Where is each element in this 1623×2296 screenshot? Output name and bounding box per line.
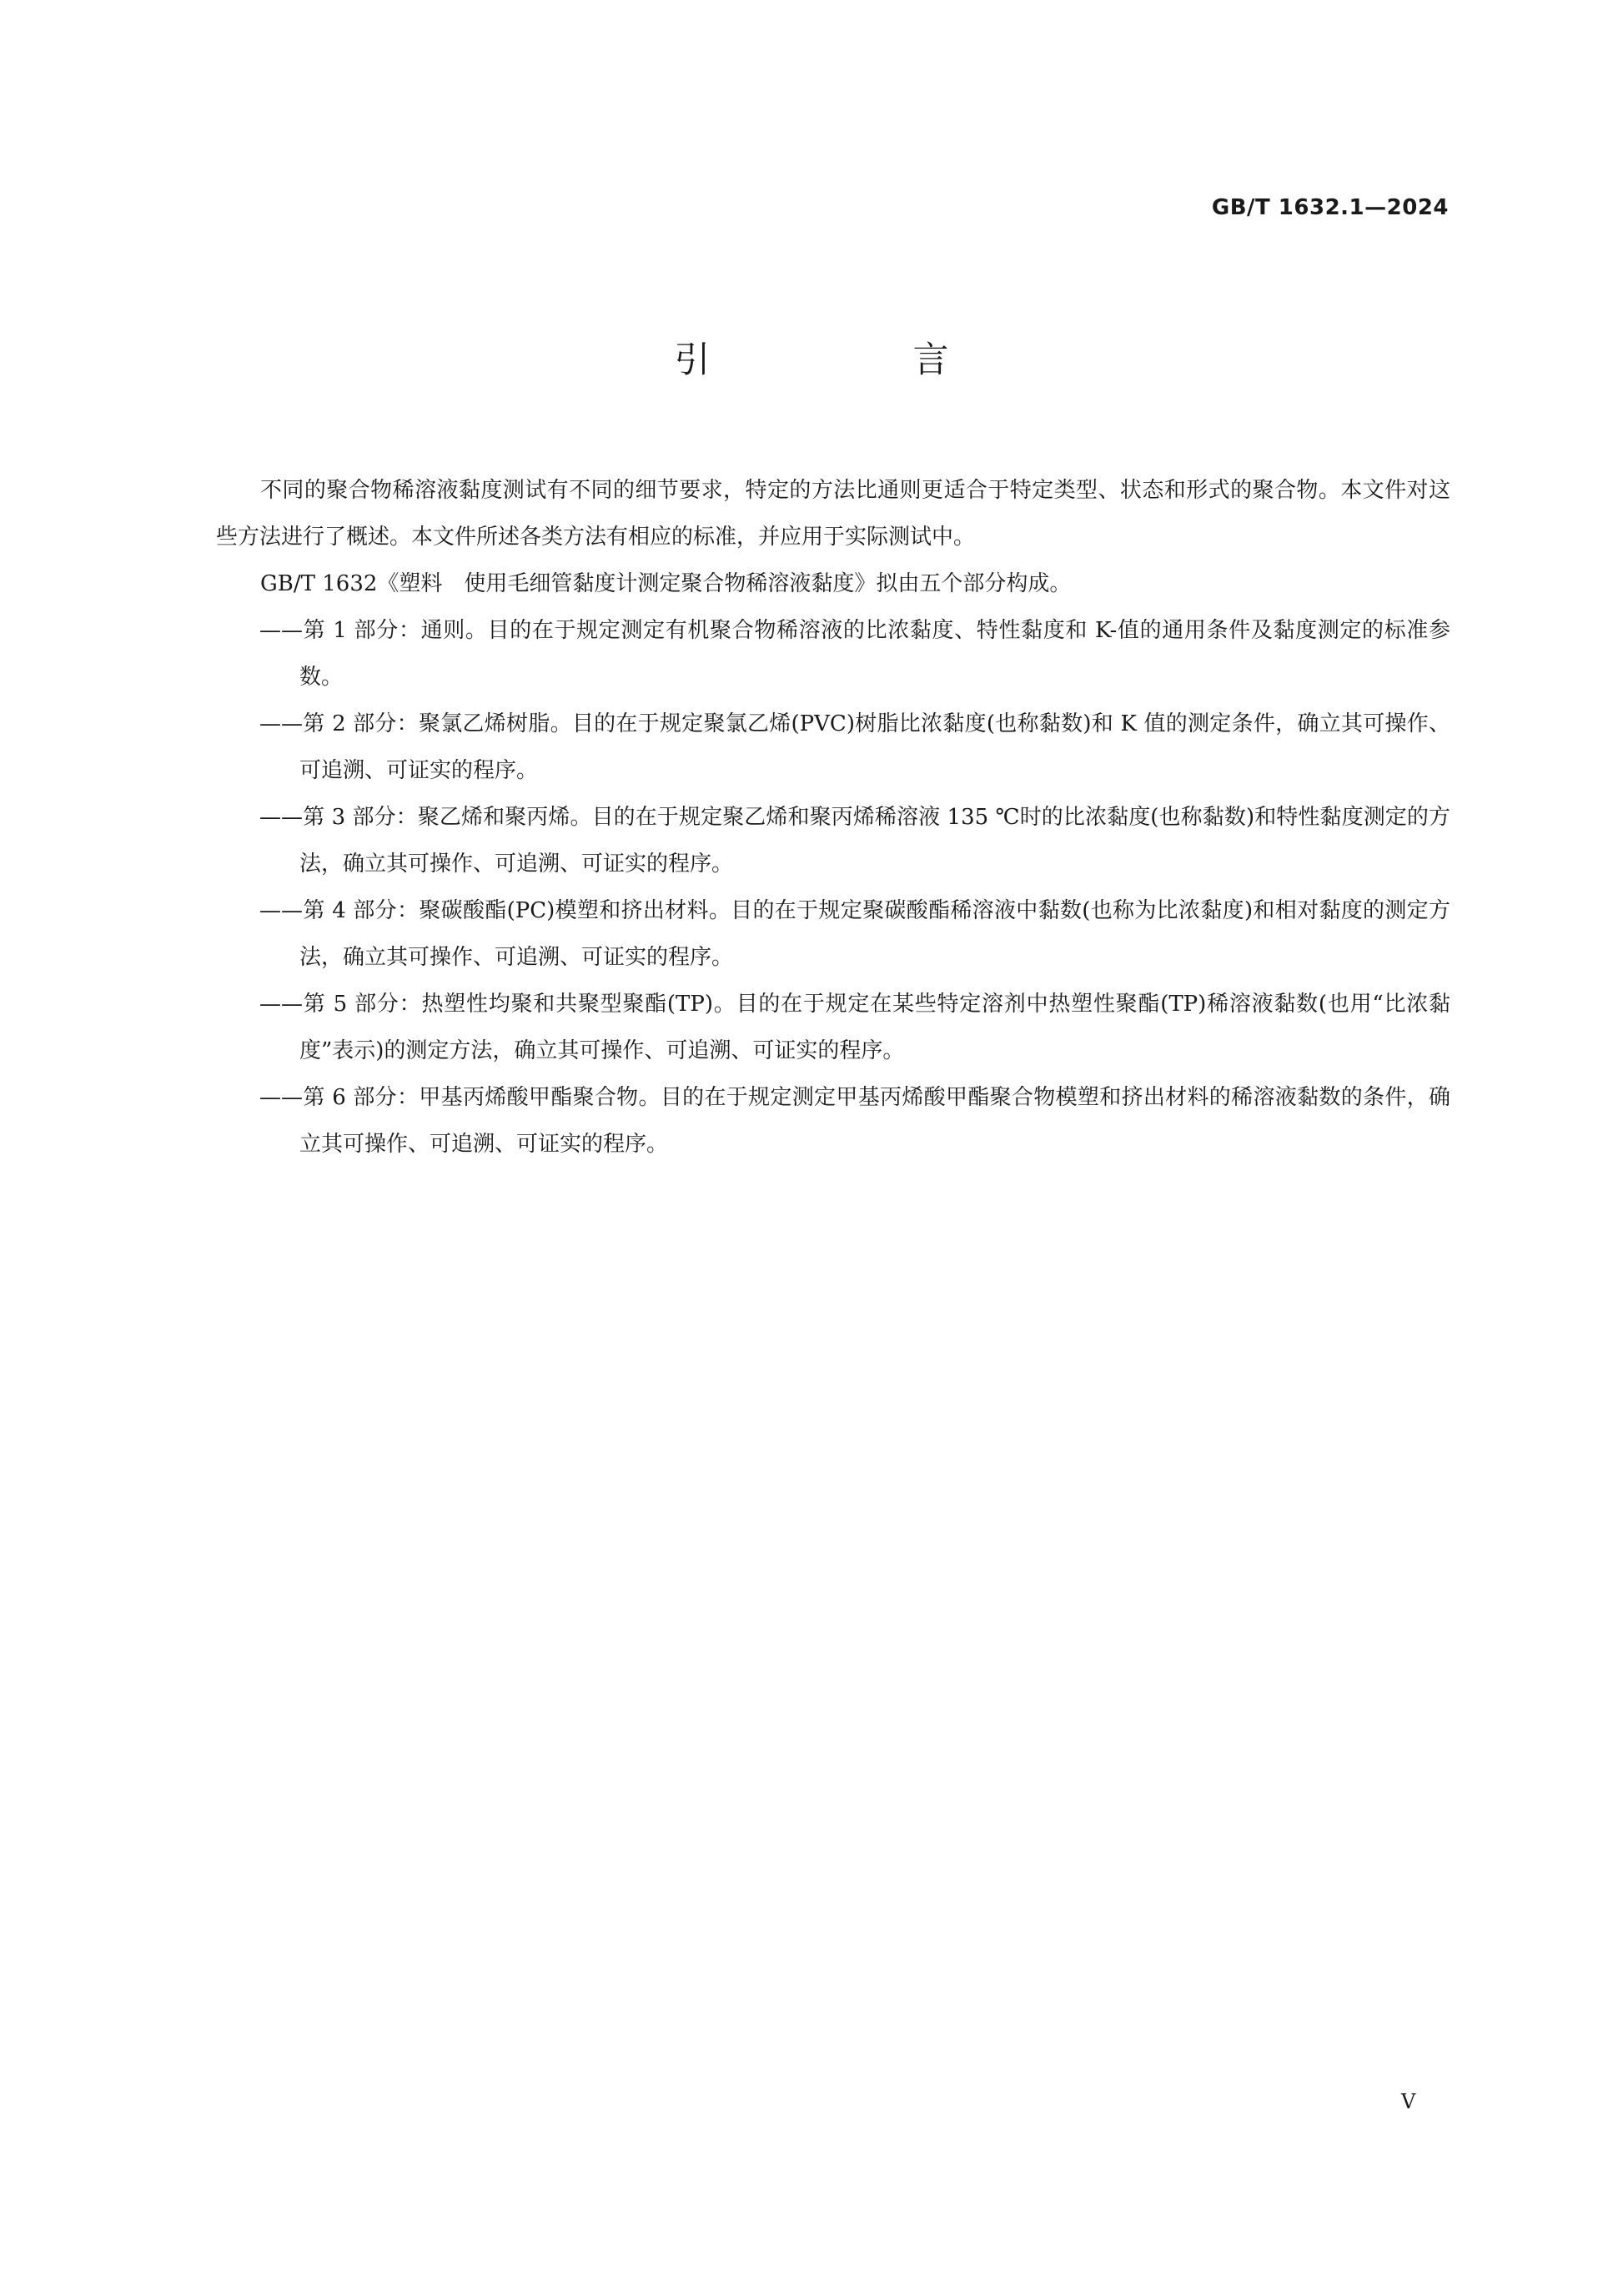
intro-paragraph: 不同的聚合物稀溶液黏度测试有不同的细节要求，特定的方法比通则更适合于特定类型、状态和形式的聚合物。本文件对这些方法进行了概述。本文件所述各类方法有相应的标准，并应用于实际测试中。 [216, 478, 1450, 550]
list-item-part-1: ——第 1 部分：通则。目的在于规定测定有机聚合物稀溶液的比浓黏度、特性黏度和 K-值的通用条件及黏度测定的标准参数。 [259, 618, 1450, 690]
page-title: 引 言 [674, 339, 1033, 381]
structure-paragraph: GB/T 1632《塑料 使用毛细管黏度计测定聚合物稀溶液黏度》拟由五个部分构成。 [260, 571, 1072, 596]
list-item-part-5: ——第 5 部分：热塑性均聚和共聚型聚酯(TP)。目的在于规定在某些特定溶剂中热塑性聚酯(TP)稀溶液黏数(也用“比浓黏度”表示)的测定方法，确立其可操作、可追溯、可证实的程序。 [259, 992, 1450, 1063]
list-item-part-6: ——第 6 部分：甲基丙烯酸甲酯聚合物。目的在于规定测定甲基丙烯酸甲酯聚合物模塑和挤出材料的稀溶液黏数的条件，确立其可操作、可追溯、可证实的程序。 [259, 1085, 1450, 1157]
list-item-part-3: ——第 3 部分：聚乙烯和聚丙烯。目的在于规定聚乙烯和聚丙烯稀溶液 135 ℃时的比浓黏度(也称黏数)和特性黏度测定的方法，确立其可操作、可追溯、可证实的程序。 [259, 805, 1450, 877]
page-number: V [1401, 2090, 1416, 2113]
document-body [216, 467, 1450, 1168]
standard-number: GB/T 1632.1—2024 [1211, 195, 1449, 220]
list-item-part-4: ——第 4 部分：聚碳酸酯(PC)模塑和挤出材料。目的在于规定聚碳酸酯稀溶液中黏数(也称为比浓黏度)和相对黏度的测定方法，确立其可操作、可追溯、可证实的程序。 [259, 898, 1450, 970]
list-item-part-2: ——第 2 部分：聚氯乙烯树脂。目的在于规定聚氯乙烯(PVC)树脂比浓黏度(也称黏数)和 K 值的测定条件，确立其可操作、可追溯、可证实的程序。 [259, 711, 1450, 783]
